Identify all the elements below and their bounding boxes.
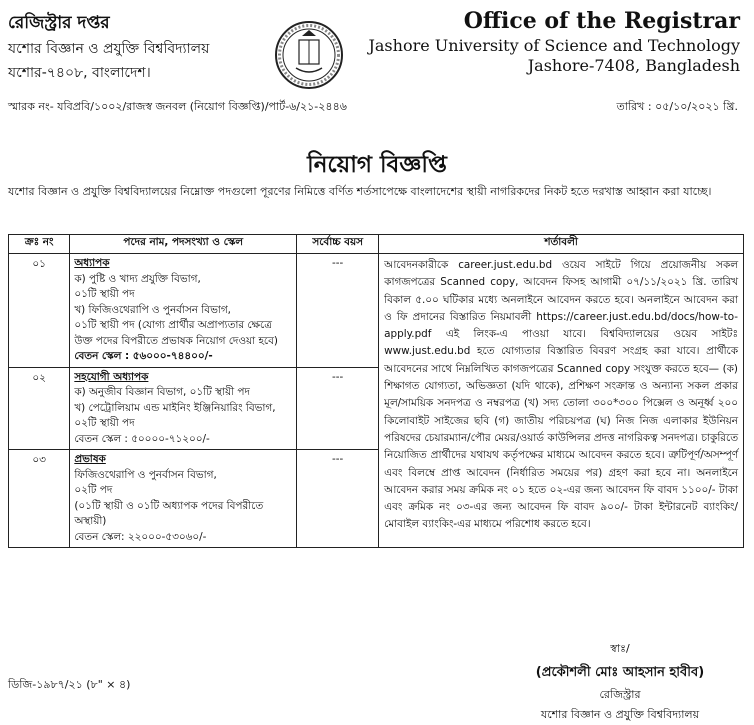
- pay-scale-label: বেতন স্কেল :: [74, 432, 128, 445]
- serial-cell: ০২: [9, 367, 70, 450]
- signatory-designation: রেজিস্ট্রার: [599, 688, 641, 701]
- post-line: খ) পেট্রোলিয়াম এন্ড মাইনিং ইঞ্জিনিয়ারিং বিভাগ, ০২টি স্থায়ী পদ: [74, 401, 276, 429]
- serial-cell: ০১: [9, 254, 70, 368]
- vacancy-table: [8, 234, 744, 548]
- intro-paragraph: যশোর বিজ্ঞান ও প্রযুক্তি বিশ্ববিদ্যালয়ের নিম্নোক্ত পদগুলো পূরণের নিমিত্তে বর্ণিত শর্তসাপেক্ষে বাংলাদেশের স্থায়ী নাগরিকদের নিকট হতে দরখাস্ত আহ্বান করা যাচ্ছে।: [8, 185, 712, 198]
- post-title: প্রভাষক: [74, 453, 106, 465]
- signatory-name: (প্রকৌশলী মোঃ আহসান হাবীব): [535, 665, 705, 680]
- post-line: ক) অনুজীব বিজ্ঞান বিভাগ, ০১টি স্থায়ী পদ: [74, 386, 250, 398]
- english-address: Jashore-7408, Bangladesh: [527, 56, 740, 75]
- serial-cell: ০৩: [9, 450, 70, 548]
- post-line: (০১টি স্থায়ী ও ০১টি অধ্যাপক পদের বিপরীতে অস্থায়ী): [74, 499, 264, 527]
- column-header-serial: ক্রঃ নং: [9, 235, 70, 254]
- memo-number: স্মারক নং- যবিপ্রবি/১০০২/রাজস্ব জনবল (নিয়োগ বিজ্ঞপ্তি)/পার্ট-৬/২১-২৪৪৬: [8, 100, 347, 113]
- english-university-name: Jashore University of Science and Technology: [368, 36, 740, 55]
- post-title: অধ্যাপক: [74, 257, 110, 269]
- post-line: ০১টি স্থায়ী পদ (যোগ্য প্রার্থীর অপ্রাপ্যতার ক্ষেত্রে উক্ত পদের বিপরীতে প্রভাষক নিয়োগ দেওয়া হবে): [74, 319, 278, 347]
- signature-mark: স্বাঃ/: [610, 642, 630, 655]
- table-row: [9, 254, 744, 368]
- table-header-row: [9, 235, 744, 254]
- post-line: ০২টি পদ: [74, 484, 113, 496]
- pay-scale-label: বেতন স্কেল:: [74, 530, 125, 543]
- university-seal-icon: [274, 20, 344, 90]
- post-line: ক) পুষ্টি ও খাদ্য প্রযুক্তি বিভাগ,: [74, 272, 201, 285]
- pay-scale: [74, 349, 292, 365]
- signature-block: [505, 640, 735, 725]
- post-cell: [70, 254, 297, 368]
- column-header-age: সর্বোচ্চ বয়স: [297, 235, 379, 254]
- post-cell: [70, 367, 297, 450]
- post-cell: [70, 450, 297, 548]
- ad-code: ডিজি-১৯৮৭/২১ (৮" × ৪): [8, 678, 131, 691]
- pay-scale: [74, 530, 292, 546]
- column-header-conditions: শর্তাবলী: [379, 235, 744, 254]
- conditions-cell: আবেদনকারীকে career.just.edu.bd ওয়েব সাইটে গিয়ে প্রয়োজনীয় সকল কাগজপত্রের Scanned copy, আবেদন ফিসহ আগামী ০৭/১১/২০২১ খ্রি. তারিখ বিকাল ৫.০০ ঘটিকার মধ্যে অনলাইনে আবেদন করতে হবে। অনলাইনে আবেদন করা ও ফি প্রদানের বিস্তারিত নিয়মাবলী https://career.just.edu.bd/docs/how-to-apply.pdf এই লিংক-এ পাওয়া যাবে। বিশ্ববিদ্যালয়ের ওয়েব সাইটঃ www.just.edu.bd হতে যোগ্যতার বিস্তারিত বিবরণ সংগ্রহ করা যাবে। প্রার্থীকে আবেদনের সাথে নিম্নলিখিত কাগজপত্রের Scanned copy সংযুক্ত করতে হবে— (ক) শিক্ষাগত যোগ্যতা, অভিজ্ঞতা (যদি থাকে), প্রশিক্ষণ সংক্রান্ত ও অন্যান্য সকল প্রকার মূল/সাময়িক সনদপত্র ও নম্বরপত্র (খ) সদ্য তোলা ৩০০*৩০০ পিক্সেল ও অনূর্ধ্ব ২০০ কিলোবাইট সাইজের ছবি (গ) জাতীয় পরিচয়পত্র (ঘ) নিজ নিজ এলাকার ইউনিয়ন পরিষদের চেয়ারম্যান/পৌর মেয়র/ওয়ার্ড কাউন্সিলর প্রদত্ত নাগরিকত্ব সনদপত্র। চাকুরিতে নিয়োজিত প্রার্থীদের যথাযথ কর্তৃপক্ষের মাধ্যমে আবেদন করতে হবে। ত্রুটিপূর্ণ/অসম্পূর্ণ এবং বিলম্বে প্রাপ্ত আবেদন (নির্ধারিত সময়ের পর) গ্রহণ করা হবে না। অনলাইনে আবেদন করার সময় ক্রমিক নং ০১ হতে ০২-এর জন্য আবেদন ফি বাবদ ১১০০/- টাকা এবং ক্রমিক নং ০৩-এর জন্য আবেদন ফি বাবদ ৯০০/- টাকা ইন্টারনেট ব্যাংকিং/মোবাইল ব্যাংকিং-এর মাধ্যমে পরিশোধ করতে হবে।: [379, 254, 744, 548]
- pay-scale: [74, 432, 292, 448]
- age-cell: ---: [297, 367, 379, 450]
- bangla-address: যশোর-৭৪০৮, বাংলাদেশ।: [8, 65, 151, 81]
- age-cell: ---: [297, 254, 379, 368]
- bangla-office-title: রেজিস্ট্রার দপ্তর: [8, 13, 110, 33]
- bangla-university-name: যশোর বিজ্ঞান ও প্রযুক্তি বিশ্ববিদ্যালয়: [8, 41, 210, 57]
- post-line: খ) ফিজিওথেরাপি ও পুনর্বাসন বিভাগ,: [74, 303, 231, 316]
- post-title: সহযোগী অধ্যাপক: [74, 370, 149, 383]
- post-line: ফিজিওথেরাপি ও পুনর্বাসন বিভাগ,: [74, 468, 217, 481]
- pay-scale-value: ৫৬০০০-৭৪৪০০/-: [132, 350, 213, 362]
- english-header: [368, 8, 740, 75]
- notice-date: তারিখ : ০৫/১০/২০২১ খ্রি.: [616, 100, 738, 113]
- column-header-post: পদের নাম, পদসংখ্যা ও স্কেল: [70, 235, 297, 254]
- pay-scale-value: ২২০০০-৫৩০৬০/-: [127, 530, 207, 543]
- post-line: ০১টি স্থায়ী পদ: [74, 288, 135, 300]
- english-office-title: Office of the Registrar: [463, 8, 740, 34]
- notice-title: নিয়োগ বিজ্ঞপ্তি: [307, 152, 447, 178]
- pay-scale-label: বেতন স্কেল :: [74, 350, 130, 362]
- age-cell: ---: [297, 450, 379, 548]
- signatory-university: যশোর বিজ্ঞান ও প্রযুক্তি বিশ্ববিদ্যালয়: [540, 708, 700, 721]
- pay-scale-value: ৫০০০০-৭১২০০/-: [131, 432, 210, 445]
